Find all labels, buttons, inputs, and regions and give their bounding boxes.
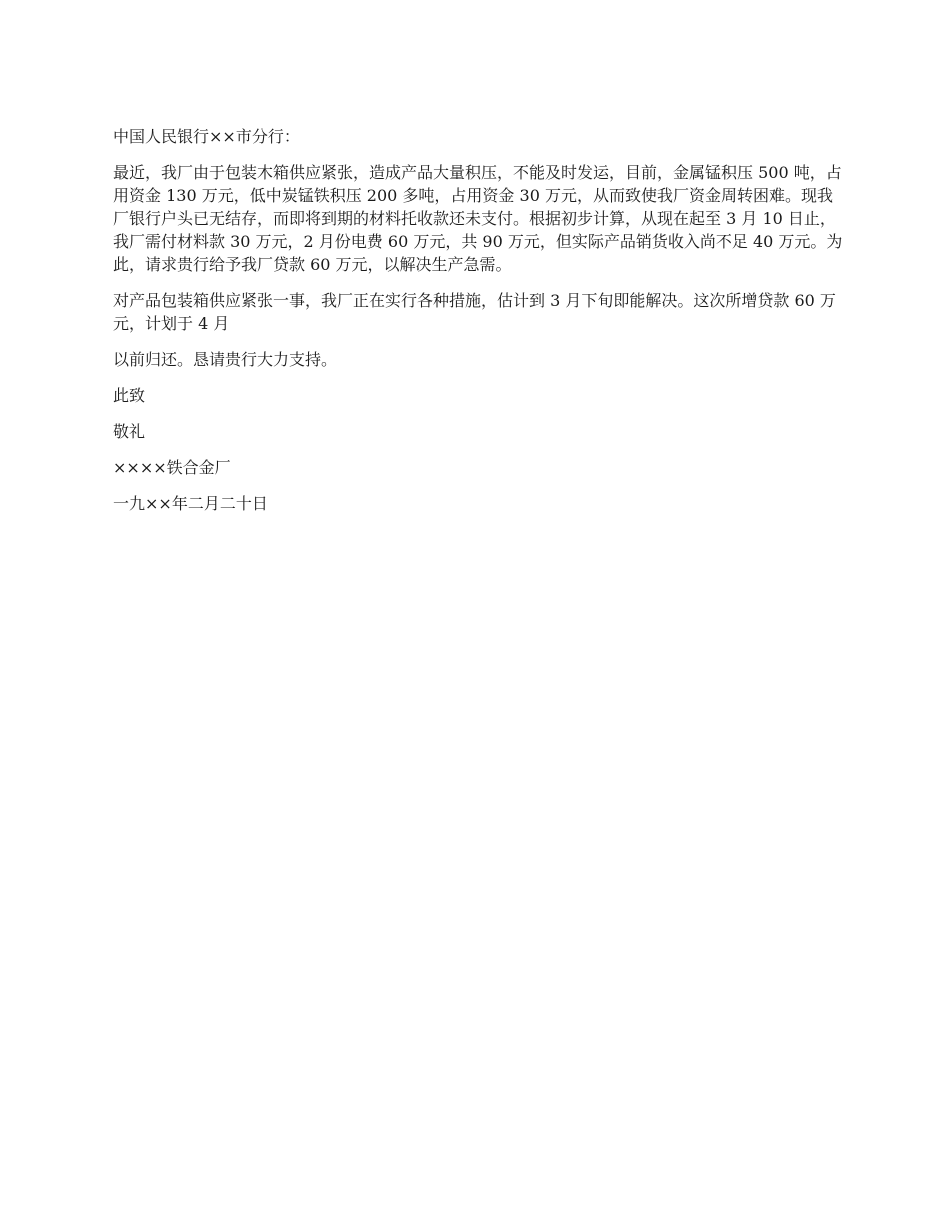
body-paragraph: 以前归还。恳请贵行大力支持。	[113, 350, 338, 369]
body-paragraph: 对产品包装箱供应紧张一事，我厂正在实行各种措施，估计到 3 月下旬即能解决。这次所增贷款 60 万元，计划于 4 月	[113, 291, 836, 333]
body-paragraph: 最近，我厂由于包装木箱供应紧张，造成产品大量积压，不能及时发运，目前，金属锰积压 500 吨，占用资金 130 万元，低中炭锰铁积压 200 多吨，占用资金 30 万元，从而致使我厂资金周转困难。现我厂银行户头已无结存，而即将到期的材料托收款还未支付。根据初步计算，从现在起至 3 月 10 日止，我厂需付材料款 30 万元，2 月份电费 60 万元，共 90 万元，但实际产品销货收入尚不足 40 万元。为此，请求贵行给予我厂贷款 60 万元，以解决生产急需。	[113, 163, 843, 274]
date: 一九××年二月二十日	[113, 494, 268, 513]
salutation: 中国人民银行××市分行：	[113, 127, 300, 146]
closing-line: 此致	[113, 386, 146, 405]
letter-body	[113, 125, 843, 528]
signature: ××××铁合金厂	[113, 458, 231, 477]
closing-line: 敬礼	[113, 422, 146, 441]
